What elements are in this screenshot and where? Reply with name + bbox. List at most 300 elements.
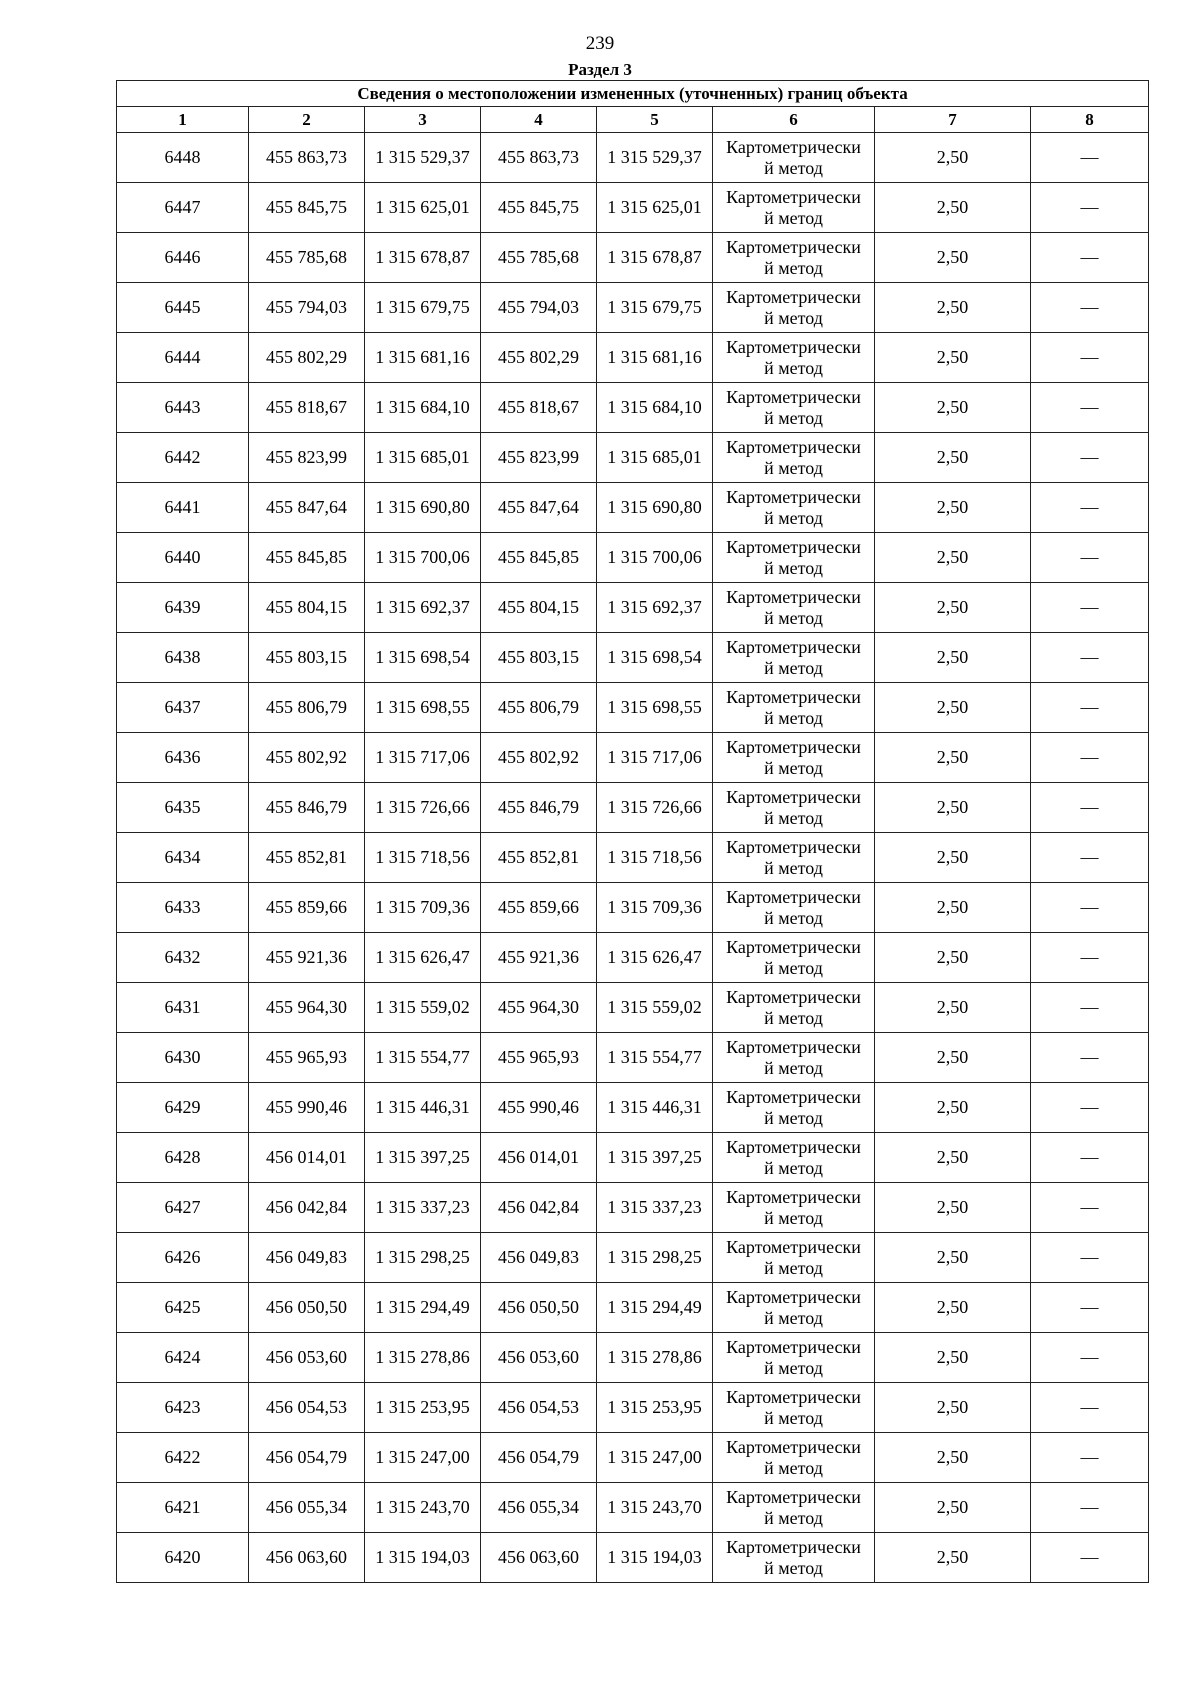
old-y-cell: 1 315 690,80 xyxy=(365,483,481,533)
old-y-cell: 1 315 529,37 xyxy=(365,133,481,183)
accuracy-cell: 2,50 xyxy=(875,433,1031,483)
method-cell xyxy=(713,983,875,1033)
table-row xyxy=(117,1183,1149,1233)
new-y-cell: 1 315 685,01 xyxy=(597,433,713,483)
note-cell: — xyxy=(1031,1183,1149,1233)
note-cell: — xyxy=(1031,133,1149,183)
table-row xyxy=(117,1033,1149,1083)
method-line-2: й метод xyxy=(764,907,823,928)
column-number-header: 2 xyxy=(249,107,365,133)
new-y-cell: 1 315 709,36 xyxy=(597,883,713,933)
method-line-2: й метод xyxy=(764,1057,823,1078)
method-line-1: Картометрически xyxy=(726,1486,861,1507)
method-line-2: й метод xyxy=(764,607,823,628)
table-row xyxy=(117,1483,1149,1533)
method-line-1: Картометрически xyxy=(726,1036,861,1057)
method-line-2: й метод xyxy=(764,1507,823,1528)
old-x-cell: 455 846,79 xyxy=(249,783,365,833)
method-line-2: й метод xyxy=(764,507,823,528)
method-line-2: й метод xyxy=(764,807,823,828)
note-cell: — xyxy=(1031,933,1149,983)
method-line-2: й метод xyxy=(764,657,823,678)
point-number-cell: 6438 xyxy=(117,633,249,683)
method-line-2: й метод xyxy=(764,757,823,778)
table-row xyxy=(117,633,1149,683)
note-cell: — xyxy=(1031,1083,1149,1133)
table-body xyxy=(117,133,1149,1583)
table-row xyxy=(117,1433,1149,1483)
note-cell: — xyxy=(1031,883,1149,933)
accuracy-cell: 2,50 xyxy=(875,683,1031,733)
old-x-cell: 456 054,79 xyxy=(249,1433,365,1483)
old-x-cell: 456 063,60 xyxy=(249,1533,365,1583)
old-y-cell: 1 315 698,54 xyxy=(365,633,481,683)
point-number-cell: 6431 xyxy=(117,983,249,1033)
note-cell: — xyxy=(1031,1383,1149,1433)
new-y-cell: 1 315 718,56 xyxy=(597,833,713,883)
method-line-2: й метод xyxy=(764,257,823,278)
old-x-cell: 455 794,03 xyxy=(249,283,365,333)
old-x-cell: 456 042,84 xyxy=(249,1183,365,1233)
table-row xyxy=(117,733,1149,783)
old-x-cell: 455 921,36 xyxy=(249,933,365,983)
old-y-cell: 1 315 718,56 xyxy=(365,833,481,883)
method-line-2: й метод xyxy=(764,1107,823,1128)
method-cell xyxy=(713,683,875,733)
method-line-2: й метод xyxy=(764,1457,823,1478)
method-cell xyxy=(713,333,875,383)
method-line-2: й метод xyxy=(764,1307,823,1328)
point-number-cell: 6448 xyxy=(117,133,249,183)
method-line-1: Картометрически xyxy=(726,1086,861,1107)
new-x-cell: 455 863,73 xyxy=(481,133,597,183)
new-y-cell: 1 315 194,03 xyxy=(597,1533,713,1583)
accuracy-cell: 2,50 xyxy=(875,883,1031,933)
new-y-cell: 1 315 397,25 xyxy=(597,1133,713,1183)
method-cell xyxy=(713,933,875,983)
old-x-cell: 455 806,79 xyxy=(249,683,365,733)
note-cell: — xyxy=(1031,533,1149,583)
note-cell: — xyxy=(1031,833,1149,883)
note-cell: — xyxy=(1031,1333,1149,1383)
column-number-header: 7 xyxy=(875,107,1031,133)
old-x-cell: 455 804,15 xyxy=(249,583,365,633)
table-row xyxy=(117,333,1149,383)
method-cell xyxy=(713,733,875,783)
new-y-cell: 1 315 247,00 xyxy=(597,1433,713,1483)
method-line-1: Картометрически xyxy=(726,786,861,807)
note-cell: — xyxy=(1031,1483,1149,1533)
method-cell xyxy=(713,1433,875,1483)
table-row xyxy=(117,133,1149,183)
page-number: 239 xyxy=(585,33,615,54)
table-row xyxy=(117,883,1149,933)
new-x-cell: 455 965,93 xyxy=(481,1033,597,1083)
accuracy-cell: 2,50 xyxy=(875,283,1031,333)
method-line-1: Картометрически xyxy=(726,1186,861,1207)
table-row xyxy=(117,683,1149,733)
old-y-cell: 1 315 685,01 xyxy=(365,433,481,483)
accuracy-cell: 2,50 xyxy=(875,1333,1031,1383)
new-x-cell: 456 055,34 xyxy=(481,1483,597,1533)
point-number-cell: 6430 xyxy=(117,1033,249,1083)
column-number-header: 5 xyxy=(597,107,713,133)
method-line-2: й метод xyxy=(764,1207,823,1228)
new-x-cell: 455 921,36 xyxy=(481,933,597,983)
table-row xyxy=(117,783,1149,833)
new-x-cell: 455 806,79 xyxy=(481,683,597,733)
old-y-cell: 1 315 681,16 xyxy=(365,333,481,383)
note-cell: — xyxy=(1031,683,1149,733)
note-cell: — xyxy=(1031,583,1149,633)
point-number-cell: 6433 xyxy=(117,883,249,933)
table-row xyxy=(117,1133,1149,1183)
method-cell xyxy=(713,633,875,683)
point-number-cell: 6425 xyxy=(117,1283,249,1333)
old-x-cell: 455 823,99 xyxy=(249,433,365,483)
method-line-2: й метод xyxy=(764,207,823,228)
new-y-cell: 1 315 626,47 xyxy=(597,933,713,983)
old-x-cell: 455 802,29 xyxy=(249,333,365,383)
method-line-2: й метод xyxy=(764,1557,823,1578)
table-row xyxy=(117,533,1149,583)
note-cell: — xyxy=(1031,433,1149,483)
method-line-1: Картометрически xyxy=(726,1336,861,1357)
new-y-cell: 1 315 700,06 xyxy=(597,533,713,583)
new-x-cell: 455 964,30 xyxy=(481,983,597,1033)
note-cell: — xyxy=(1031,783,1149,833)
old-x-cell: 455 803,15 xyxy=(249,633,365,683)
method-cell xyxy=(713,583,875,633)
note-cell: — xyxy=(1031,983,1149,1033)
table-row xyxy=(117,983,1149,1033)
new-x-cell: 455 804,15 xyxy=(481,583,597,633)
table-row xyxy=(117,383,1149,433)
old-x-cell: 456 054,53 xyxy=(249,1383,365,1433)
point-number-cell: 6447 xyxy=(117,183,249,233)
point-number-cell: 6435 xyxy=(117,783,249,833)
accuracy-cell: 2,50 xyxy=(875,233,1031,283)
new-y-cell: 1 315 625,01 xyxy=(597,183,713,233)
point-number-cell: 6432 xyxy=(117,933,249,983)
note-cell: — xyxy=(1031,1133,1149,1183)
method-line-1: Картометрически xyxy=(726,936,861,957)
old-x-cell: 456 053,60 xyxy=(249,1333,365,1383)
method-line-1: Картометрически xyxy=(726,236,861,257)
accuracy-cell: 2,50 xyxy=(875,1233,1031,1283)
column-number-header: 6 xyxy=(713,107,875,133)
note-cell: — xyxy=(1031,1283,1149,1333)
method-cell xyxy=(713,1283,875,1333)
accuracy-cell: 2,50 xyxy=(875,1433,1031,1483)
new-x-cell: 455 990,46 xyxy=(481,1083,597,1133)
table-row xyxy=(117,1333,1149,1383)
method-cell xyxy=(713,533,875,583)
note-cell: — xyxy=(1031,1433,1149,1483)
point-number-cell: 6442 xyxy=(117,433,249,483)
new-x-cell: 455 846,79 xyxy=(481,783,597,833)
new-y-cell: 1 315 298,25 xyxy=(597,1233,713,1283)
new-x-cell: 455 818,67 xyxy=(481,383,597,433)
new-x-cell: 456 014,01 xyxy=(481,1133,597,1183)
method-line-1: Картометрически xyxy=(726,1436,861,1457)
new-y-cell: 1 315 253,95 xyxy=(597,1383,713,1433)
point-number-cell: 6421 xyxy=(117,1483,249,1533)
point-number-cell: 6437 xyxy=(117,683,249,733)
new-x-cell: 455 794,03 xyxy=(481,283,597,333)
new-y-cell: 1 315 678,87 xyxy=(597,233,713,283)
method-line-1: Картометрически xyxy=(726,736,861,757)
method-line-2: й метод xyxy=(764,1357,823,1378)
point-number-cell: 6428 xyxy=(117,1133,249,1183)
accuracy-cell: 2,50 xyxy=(875,133,1031,183)
method-cell xyxy=(713,133,875,183)
new-y-cell: 1 315 690,80 xyxy=(597,483,713,533)
accuracy-cell: 2,50 xyxy=(875,533,1031,583)
old-x-cell: 455 852,81 xyxy=(249,833,365,883)
old-x-cell: 455 785,68 xyxy=(249,233,365,283)
new-y-cell: 1 315 684,10 xyxy=(597,383,713,433)
method-line-1: Картометрически xyxy=(726,686,861,707)
old-y-cell: 1 315 559,02 xyxy=(365,983,481,1033)
method-line-1: Картометрически xyxy=(726,386,861,407)
table-row xyxy=(117,1383,1149,1433)
old-y-cell: 1 315 554,77 xyxy=(365,1033,481,1083)
method-cell xyxy=(713,1183,875,1233)
old-y-cell: 1 315 337,23 xyxy=(365,1183,481,1233)
accuracy-cell: 2,50 xyxy=(875,1533,1031,1583)
old-x-cell: 456 014,01 xyxy=(249,1133,365,1183)
point-number-cell: 6441 xyxy=(117,483,249,533)
old-x-cell: 455 863,73 xyxy=(249,133,365,183)
old-x-cell: 455 965,93 xyxy=(249,1033,365,1083)
old-y-cell: 1 315 278,86 xyxy=(365,1333,481,1383)
new-x-cell: 456 042,84 xyxy=(481,1183,597,1233)
method-cell xyxy=(713,183,875,233)
table-row xyxy=(117,283,1149,333)
method-line-2: й метод xyxy=(764,357,823,378)
new-x-cell: 455 785,68 xyxy=(481,233,597,283)
column-number-header: 1 xyxy=(117,107,249,133)
table-row xyxy=(117,183,1149,233)
old-y-cell: 1 315 700,06 xyxy=(365,533,481,583)
method-cell xyxy=(713,1233,875,1283)
table-row xyxy=(117,833,1149,883)
section-title: Раздел 3 xyxy=(568,60,632,79)
old-y-cell: 1 315 294,49 xyxy=(365,1283,481,1333)
method-line-1: Картометрически xyxy=(726,186,861,207)
note-cell: — xyxy=(1031,633,1149,683)
new-x-cell: 455 803,15 xyxy=(481,633,597,683)
accuracy-cell: 2,50 xyxy=(875,733,1031,783)
new-y-cell: 1 315 529,37 xyxy=(597,133,713,183)
new-x-cell: 455 859,66 xyxy=(481,883,597,933)
note-cell: — xyxy=(1031,733,1149,783)
method-line-1: Картометрически xyxy=(726,1136,861,1157)
method-cell xyxy=(713,883,875,933)
method-line-1: Картометрически xyxy=(726,536,861,557)
new-x-cell: 455 852,81 xyxy=(481,833,597,883)
method-line-1: Картометрически xyxy=(726,1386,861,1407)
new-x-cell: 455 845,85 xyxy=(481,533,597,583)
old-y-cell: 1 315 678,87 xyxy=(365,233,481,283)
table-row xyxy=(117,433,1149,483)
new-x-cell: 456 053,60 xyxy=(481,1333,597,1383)
table-row xyxy=(117,1233,1149,1283)
method-line-2: й метод xyxy=(764,307,823,328)
new-y-cell: 1 315 446,31 xyxy=(597,1083,713,1133)
old-x-cell: 455 859,66 xyxy=(249,883,365,933)
new-x-cell: 455 802,92 xyxy=(481,733,597,783)
note-cell: — xyxy=(1031,183,1149,233)
accuracy-cell: 2,50 xyxy=(875,833,1031,883)
method-line-2: й метод xyxy=(764,557,823,578)
method-line-1: Картометрически xyxy=(726,1286,861,1307)
method-line-1: Картометрически xyxy=(726,336,861,357)
old-y-cell: 1 315 717,06 xyxy=(365,733,481,783)
new-y-cell: 1 315 717,06 xyxy=(597,733,713,783)
old-y-cell: 1 315 446,31 xyxy=(365,1083,481,1133)
table-row xyxy=(117,1283,1149,1333)
method-line-2: й метод xyxy=(764,157,823,178)
method-line-1: Картометрически xyxy=(726,586,861,607)
table-row xyxy=(117,483,1149,533)
method-cell xyxy=(713,1083,875,1133)
point-number-cell: 6446 xyxy=(117,233,249,283)
method-cell xyxy=(713,1483,875,1533)
point-number-cell: 6423 xyxy=(117,1383,249,1433)
table-caption: Сведения о местоположении измененных (уточненных) границ объекта xyxy=(117,81,1149,107)
new-x-cell: 455 847,64 xyxy=(481,483,597,533)
old-x-cell: 455 802,92 xyxy=(249,733,365,783)
new-x-cell: 455 845,75 xyxy=(481,183,597,233)
method-cell xyxy=(713,383,875,433)
point-number-cell: 6443 xyxy=(117,383,249,433)
accuracy-cell: 2,50 xyxy=(875,1183,1031,1233)
accuracy-cell: 2,50 xyxy=(875,1133,1031,1183)
method-line-2: й метод xyxy=(764,407,823,428)
table-row xyxy=(117,1533,1149,1583)
accuracy-cell: 2,50 xyxy=(875,383,1031,433)
new-y-cell: 1 315 243,70 xyxy=(597,1483,713,1533)
note-cell: — xyxy=(1031,383,1149,433)
method-line-1: Картометрически xyxy=(726,636,861,657)
new-y-cell: 1 315 726,66 xyxy=(597,783,713,833)
note-cell: — xyxy=(1031,1033,1149,1083)
method-cell xyxy=(713,1133,875,1183)
method-line-1: Картометрически xyxy=(726,986,861,1007)
method-cell xyxy=(713,433,875,483)
new-x-cell: 456 054,79 xyxy=(481,1433,597,1483)
new-x-cell: 456 063,60 xyxy=(481,1533,597,1583)
old-x-cell: 455 845,85 xyxy=(249,533,365,583)
accuracy-cell: 2,50 xyxy=(875,183,1031,233)
accuracy-cell: 2,50 xyxy=(875,633,1031,683)
old-y-cell: 1 315 679,75 xyxy=(365,283,481,333)
method-line-2: й метод xyxy=(764,957,823,978)
old-y-cell: 1 315 194,03 xyxy=(365,1533,481,1583)
point-number-cell: 6427 xyxy=(117,1183,249,1233)
point-number-cell: 6445 xyxy=(117,283,249,333)
new-y-cell: 1 315 337,23 xyxy=(597,1183,713,1233)
method-cell xyxy=(713,1033,875,1083)
table-row xyxy=(117,583,1149,633)
method-line-1: Картометрически xyxy=(726,1236,861,1257)
point-number-cell: 6439 xyxy=(117,583,249,633)
old-x-cell: 455 845,75 xyxy=(249,183,365,233)
column-number-header: 3 xyxy=(365,107,481,133)
method-line-2: й метод xyxy=(764,1007,823,1028)
table-row xyxy=(117,233,1149,283)
method-cell xyxy=(713,1533,875,1583)
method-line-1: Картометрически xyxy=(726,286,861,307)
method-line-1: Картометрически xyxy=(726,436,861,457)
method-cell xyxy=(713,1333,875,1383)
method-line-2: й метод xyxy=(764,1407,823,1428)
old-x-cell: 456 049,83 xyxy=(249,1233,365,1283)
new-x-cell: 455 823,99 xyxy=(481,433,597,483)
new-y-cell: 1 315 698,54 xyxy=(597,633,713,683)
note-cell: — xyxy=(1031,233,1149,283)
new-x-cell: 456 054,53 xyxy=(481,1383,597,1433)
new-y-cell: 1 315 278,86 xyxy=(597,1333,713,1383)
point-number-cell: 6429 xyxy=(117,1083,249,1133)
accuracy-cell: 2,50 xyxy=(875,933,1031,983)
accuracy-cell: 2,50 xyxy=(875,483,1031,533)
point-number-cell: 6440 xyxy=(117,533,249,583)
new-x-cell: 455 802,29 xyxy=(481,333,597,383)
new-y-cell: 1 315 692,37 xyxy=(597,583,713,633)
method-cell xyxy=(713,833,875,883)
new-y-cell: 1 315 294,49 xyxy=(597,1283,713,1333)
accuracy-cell: 2,50 xyxy=(875,1283,1031,1333)
method-line-2: й метод xyxy=(764,457,823,478)
new-y-cell: 1 315 559,02 xyxy=(597,983,713,1033)
method-line-1: Картометрически xyxy=(726,886,861,907)
note-cell: — xyxy=(1031,1233,1149,1283)
accuracy-cell: 2,50 xyxy=(875,1383,1031,1433)
method-line-2: й метод xyxy=(764,1157,823,1178)
point-number-cell: 6422 xyxy=(117,1433,249,1483)
note-cell: — xyxy=(1031,1533,1149,1583)
new-x-cell: 456 049,83 xyxy=(481,1233,597,1283)
method-cell xyxy=(713,1383,875,1433)
new-x-cell: 456 050,50 xyxy=(481,1283,597,1333)
old-x-cell: 455 990,46 xyxy=(249,1083,365,1133)
boundary-coordinates-table xyxy=(116,80,1149,1583)
accuracy-cell: 2,50 xyxy=(875,333,1031,383)
old-x-cell: 455 964,30 xyxy=(249,983,365,1033)
note-cell: — xyxy=(1031,483,1149,533)
table-row xyxy=(117,933,1149,983)
column-number-header: 8 xyxy=(1031,107,1149,133)
point-number-cell: 6436 xyxy=(117,733,249,783)
method-cell xyxy=(713,483,875,533)
old-y-cell: 1 315 243,70 xyxy=(365,1483,481,1533)
old-y-cell: 1 315 298,25 xyxy=(365,1233,481,1283)
old-y-cell: 1 315 626,47 xyxy=(365,933,481,983)
column-number-header: 4 xyxy=(481,107,597,133)
method-line-2: й метод xyxy=(764,1257,823,1278)
accuracy-cell: 2,50 xyxy=(875,583,1031,633)
accuracy-cell: 2,50 xyxy=(875,1483,1031,1533)
method-cell xyxy=(713,783,875,833)
old-x-cell: 455 818,67 xyxy=(249,383,365,433)
method-cell xyxy=(713,233,875,283)
method-line-1: Картометрически xyxy=(726,486,861,507)
old-y-cell: 1 315 397,25 xyxy=(365,1133,481,1183)
point-number-cell: 6434 xyxy=(117,833,249,883)
